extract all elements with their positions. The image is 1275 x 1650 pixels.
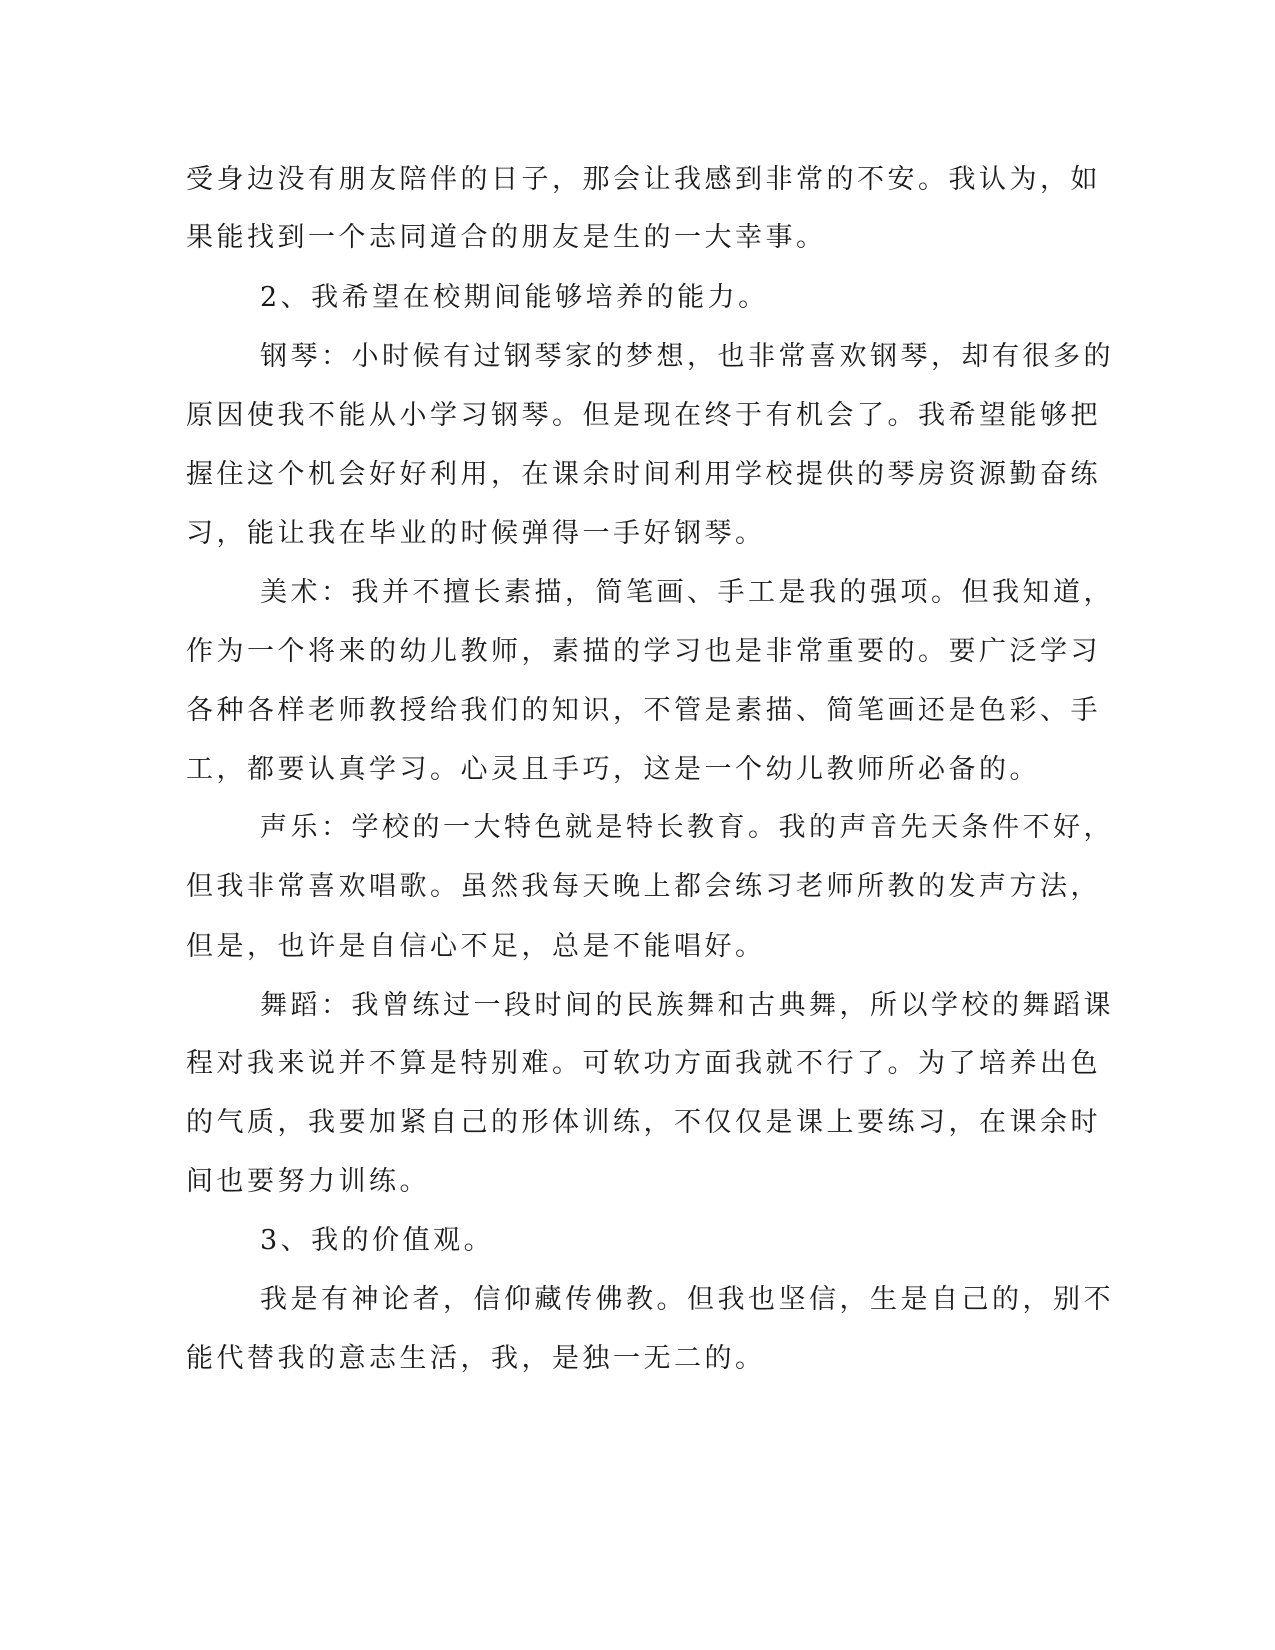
section-heading: 2、我希望在校期间能够培养的能力。 <box>260 282 769 313</box>
text-line: 受身边没有朋友陪伴的日子，那会让我感到非常的不安。我认为，如 <box>186 164 1101 195</box>
text-line: 美术：我并不擅长素描，简笔画、手工是我的强项。但我知道， <box>260 577 1114 608</box>
text-line: 声乐：学校的一大特色就是特长教育。我的声音先天条件不好， <box>260 812 1114 843</box>
text-line: 舞蹈：我曾练过一段时间的民族舞和古典舞，所以学校的舞蹈课 <box>260 990 1114 1021</box>
text-line: 原因使我不能从小学习钢琴。但是现在终于有机会了。我希望能够把 <box>186 400 1101 431</box>
text-line: 钢琴：小时候有过钢琴家的梦想，也非常喜欢钢琴，却有很多的 <box>260 341 1114 372</box>
text-line: 我是有神论者，信仰藏传佛教。但我也坚信，生是自己的，别不 <box>260 1284 1114 1315</box>
text-line: 能代替我的意志生活，我，是独一无二的。 <box>186 1343 766 1374</box>
text-line: 程对我来说并不算是特别难。可软功方面我就不行了。为了培养出色 <box>186 1048 1101 1079</box>
text-line: 作为一个将来的幼儿教师，素描的学习也是非常重要的。要广泛学习 <box>186 636 1101 667</box>
text-line: 的气质，我要加紧自己的形体训练，不仅仅是课上要练习，在课余时 <box>186 1107 1101 1138</box>
text-line: 间也要努力训练。 <box>186 1166 430 1197</box>
text-line: 各种各样老师教授给我们的知识，不管是素描、简笔画还是色彩、手 <box>186 695 1101 726</box>
text-line: 握住这个机会好好利用，在课余时间利用学校提供的琴房资源勤奋练 <box>186 459 1101 490</box>
text-line: 习，能让我在毕业的时候弹得一手好钢琴。 <box>186 518 766 549</box>
text-line: 但是，也许是自信心不足，总是不能唱好。 <box>186 931 766 962</box>
section-heading: 3、我的价值观。 <box>260 1225 495 1256</box>
text-line: 果能找到一个志同道合的朋友是生的一大幸事。 <box>186 222 827 253</box>
text-line: 但我非常喜欢唱歌。虽然我每天晚上都会练习老师所教的发声方法， <box>186 871 1101 902</box>
text-line: 工，都要认真学习。心灵且手巧，这是一个幼儿教师所必备的。 <box>186 754 1040 785</box>
